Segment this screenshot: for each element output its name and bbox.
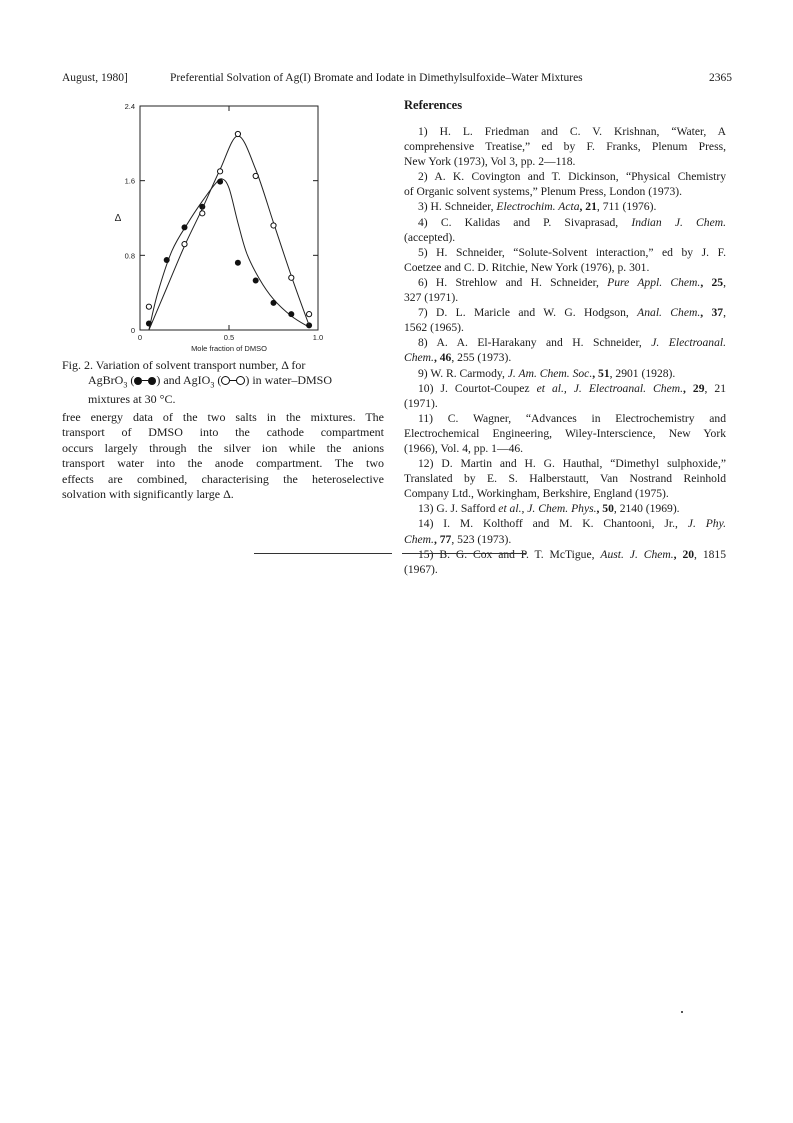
ref-volume: , 46 (433, 351, 452, 365)
open-data-point (182, 242, 187, 247)
reference-6-line (404, 275, 726, 290)
reference-11-line (404, 441, 726, 456)
reference-14-line (404, 516, 726, 531)
reference-7-line (404, 320, 726, 335)
ref-pages: , 523 (1973). (451, 532, 512, 546)
ref-text: 4) C. Kalidas and P. Sivaprasad, (418, 215, 632, 229)
body-paragraph (62, 410, 384, 502)
ref-journal: Electrochim. Acta (496, 200, 580, 214)
caption-paren-1: ( (127, 373, 135, 387)
ref-volume: , 37 (700, 306, 724, 320)
ref-text: 9) W. R. Carmody, (418, 366, 508, 380)
body-line: occurs largely through the silver ion while the anions (62, 440, 384, 455)
scan-speck (681, 1011, 683, 1013)
ref-volume: , 20 (673, 547, 695, 561)
ref-pages: , (723, 275, 727, 289)
ref-text: Translated by E. S. Halberstautt, Van Nostrand Reinhold (404, 472, 726, 486)
reference-12-line (404, 456, 726, 471)
ref-journal: Pure Appl. Chem. (607, 275, 701, 289)
reference-11-line (404, 426, 726, 441)
ref-text: 1562 (1965). (404, 321, 464, 335)
reference-11-line (404, 411, 726, 426)
ref-text: Coetzee and C. D. Ritchie, New York (1976), p. 301. (404, 260, 650, 274)
filled-data-point (182, 224, 188, 230)
body-line: free energy data of the two salts in the mixtures. The (62, 410, 384, 424)
ref-text: 2) A. K. Covington and T. Dickinson, “Physical Chemistry (418, 170, 726, 184)
reference-4-line (404, 215, 726, 230)
reference-10-line (404, 396, 726, 411)
body-line: transport of DMSO into the cathode compartment (62, 425, 384, 440)
reference-3-line (404, 199, 726, 214)
x-tick-label: 1.0 (312, 333, 324, 342)
open-data-point (146, 304, 151, 309)
plot-frame (140, 106, 318, 330)
reference-4-line (404, 230, 726, 245)
caption-line-1: Fig. 2. Variation of solvent transport number, Δ for (62, 358, 306, 372)
ref-text: (1966), Vol. 4, pp. 1—46. (404, 441, 524, 455)
ref-pages: , 255 (1973). (451, 351, 512, 365)
references-heading: References (404, 98, 463, 112)
figure-caption (62, 358, 384, 407)
ref-volume: , 50 (596, 502, 614, 516)
caption-agbro3: AgBrO (88, 373, 124, 387)
filled-data-point (235, 260, 241, 266)
ref-text: 327 (1971). (404, 291, 459, 305)
reference-1-line (404, 154, 726, 169)
ref-text: 13) G. J. Safford (418, 502, 499, 516)
ref-journal: Chem. (404, 532, 434, 546)
reference-2-line (404, 169, 726, 184)
reference-2-line (404, 184, 726, 199)
y-tick-label: 0.8 (124, 251, 135, 261)
y-tick-label: 1.6 (124, 176, 135, 186)
filled-data-point (271, 300, 277, 306)
open-data-point (235, 131, 240, 136)
ref-text: 3) H. Schneider, (418, 200, 497, 214)
running-header (62, 72, 732, 88)
ref-volume: , 77 (433, 532, 452, 546)
open-data-point (200, 211, 205, 216)
reference-5-line (404, 260, 726, 275)
ref-pages: , 711 (1976). (596, 200, 657, 214)
end-rule (254, 553, 392, 554)
ref-text: (1967). (404, 562, 438, 576)
ref-volume: , 51 (592, 366, 610, 380)
reference-13-line (404, 501, 726, 516)
reference-6-line (404, 290, 726, 305)
caption-tail: ) in water–DMSO (245, 373, 332, 387)
y-tick-label: 0 (130, 326, 135, 335)
series-filled-curve (149, 179, 309, 330)
caption-line-3: mixtures at 30 °C. (88, 392, 176, 407)
ref-text: 14) I. M. Kolthoff and M. K. Chantooni, Jr., (418, 517, 688, 531)
ref-text: New York (1973), Vol 3, pp. 2—118. (404, 155, 576, 169)
filled-data-point (217, 179, 223, 185)
filled-data-point (306, 322, 312, 328)
ref-pages: , 21 (704, 381, 726, 395)
ref-volume: , 21 (579, 200, 597, 214)
ref-journal: Chem. (404, 351, 434, 365)
ref-volume: , 29 (683, 381, 705, 395)
ref-journal: Anal. Chem. (637, 306, 701, 320)
header-date: August, 1980] (62, 72, 128, 84)
end-rule (402, 553, 526, 554)
ref-text: Company Ltd., Workingham, Berkshire, England (1975). (404, 487, 669, 501)
x-tick-label: 0.5 (223, 333, 235, 342)
open-data-point (307, 312, 312, 317)
ref-volume: , 25 (700, 275, 724, 289)
ref-journal: et al., J. Chem. Phys. (498, 502, 597, 516)
open-data-point (271, 223, 276, 228)
references-list (404, 124, 726, 577)
open-marker-icon (236, 376, 245, 385)
ref-text: of Organic solvent systems,” Plenum Press, London (1973). (404, 185, 683, 199)
reference-15-line (404, 547, 726, 562)
open-data-point (218, 169, 223, 174)
ref-text: 10) J. Courtot-Coupez (418, 381, 537, 395)
body-line: transport water into the anode compartment. The two (62, 456, 384, 471)
ref-text: Electrochemical Engineering, Wiley-Interscience, New York (404, 426, 726, 440)
ref-pages: , 2140 (1969). (613, 502, 680, 516)
open-data-point (289, 275, 294, 280)
body-line: solvation with significantly large Δ. (62, 487, 234, 502)
ref-journal: et al., J. Electroanal. Chem. (536, 381, 683, 395)
reference-12-line (404, 471, 726, 486)
reference-5-line (404, 245, 726, 260)
ref-journal: Indian J. Chem. (631, 215, 726, 229)
ref-journal: J. Phy. (687, 517, 726, 531)
ref-journal: J. Am. Chem. Soc. (507, 366, 593, 380)
filled-data-point (253, 278, 259, 284)
reference-15-line (404, 562, 726, 577)
x-axis-label: Mole fraction of DMSO (191, 344, 267, 351)
header-title: Preferential Solvation of Ag(I) Bromate and Iodate in Dimethylsulfoxide–Water Mixtures (170, 72, 583, 84)
reference-8-line (404, 335, 726, 350)
ref-text: 5) H. Schneider, “Solute-Solvent interaction,” ed by J. F. (418, 245, 726, 259)
ref-journal: Aust. J. Chem. (600, 547, 674, 561)
ref-pages: , 1815 (694, 547, 727, 561)
open-marker-icon (221, 376, 230, 385)
reference-12-line (404, 486, 726, 501)
ref-text: 11) C. Wagner, “Advances in Electrochemistry and (418, 411, 726, 425)
caption-agio3: ) and AgIO (156, 373, 211, 387)
ref-journal: J. Electroanal. (651, 336, 726, 350)
filled-marker-icon (134, 377, 142, 385)
ref-text: 8) A. A. El-Harakany and H. Schneider, (418, 336, 652, 350)
reference-9-line (404, 366, 726, 381)
reference-1-line (404, 139, 726, 154)
ref-text: 6) H. Strehlow and H. Schneider, (418, 275, 608, 289)
x-tick-label: 0 (137, 333, 143, 342)
filled-data-point (164, 257, 170, 263)
reference-10-line (404, 381, 726, 396)
figure-2-chart (100, 96, 340, 351)
reference-1-line (404, 124, 726, 139)
reference-8-line (404, 350, 726, 365)
ref-pages: , (723, 306, 727, 320)
body-line: effects are combined, characterising the heteroselective (62, 471, 384, 486)
open-data-point (253, 173, 258, 178)
y-tick-label: 2.4 (124, 102, 135, 111)
ref-text: (1971). (404, 396, 438, 410)
caption-sub-2: 3 (210, 380, 215, 390)
caption-paren-2: ( (214, 373, 222, 387)
caption-sub-1: 3 (123, 380, 128, 390)
ref-text: 15) B. G. Cox and P. T. McTigue, (418, 547, 601, 561)
ref-text: 7) D. L. Maricle and W. G. Hodgson, (418, 306, 638, 320)
ref-text: comprehensive Treatise,” ed by F. Franks, Plenum Press, (404, 140, 726, 154)
page-number: 2365 (709, 72, 732, 84)
ref-text: 1) H. L. Friedman and C. V. Krishnan, “Water, A (418, 125, 726, 138)
reference-7-line (404, 305, 726, 320)
series-open-curve (149, 136, 309, 330)
filled-data-point (288, 311, 294, 317)
ref-pages: , 2901 (1928). (609, 366, 676, 380)
reference-14-line (404, 532, 726, 547)
y-axis-label: Δ (114, 213, 122, 224)
ref-text: (accepted). (404, 230, 456, 244)
ref-text: 12) D. Martin and H. G. Hauthal, “Dimethyl sulphoxide,” (418, 457, 726, 471)
caption-line-2 (62, 373, 384, 392)
